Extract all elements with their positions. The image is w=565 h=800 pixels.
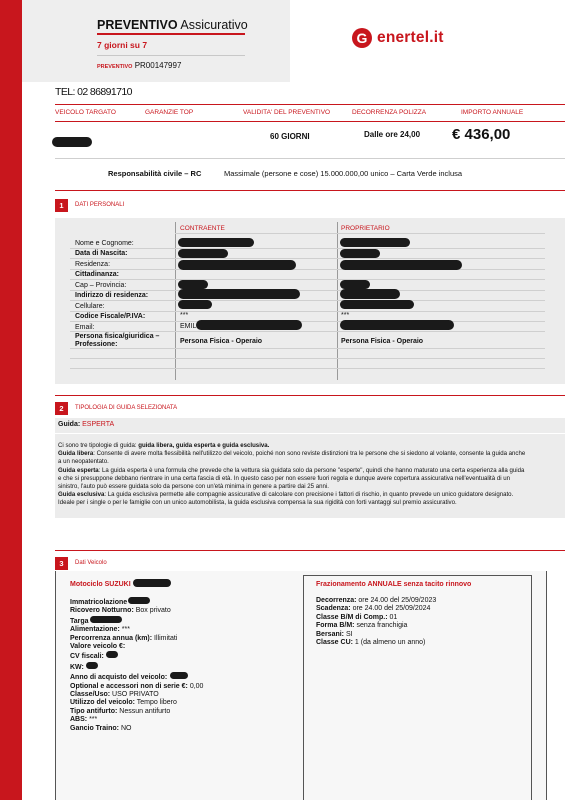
section-3-rule	[55, 550, 565, 551]
row-rule	[70, 331, 545, 332]
validity-value: 60 GIORNI	[270, 132, 310, 141]
vehicle-utilizzo: Utilizzo del veicolo: Tempo libero	[70, 699, 177, 707]
vehicle-antifurto: Tipo antifurto: Nessun antifurto	[70, 707, 171, 715]
vehicle-cv: CV fiscali:	[70, 651, 203, 661]
row-email: Email:	[75, 324, 95, 331]
guida-libera: Guida libera: Consente di avere molta flessibilità nell'utilizzo del veicolo, poiché non sono reviste distinzioni tra le persone che si siedono al volante, consente la guida anche a un neopatentato.	[58, 450, 526, 466]
vehicle-box-middle	[303, 575, 304, 800]
section-1-title: DATI PERSONALI	[75, 202, 125, 208]
section-2-rule	[55, 395, 565, 396]
vehicle-kw: KW:	[70, 662, 203, 672]
guida-esclusiva: Guida esclusiva: La guida esclusiva permette alle compagnie assicurative di calcolare con precisione i fattori di rischio, in quanto prevede un unico guidatore designato. Ideale per i single o per le famiglie con un unico automobilista, la guida esclusiva compensa la sua rigidità con forti vantaggi sul premio assicurativo.	[58, 491, 514, 507]
fraz-classe-bm: Classe B/M di Comp.: 01	[316, 613, 398, 621]
redacted-model	[133, 579, 171, 587]
vehicle-optional: Optional e accessori non di serie €: 0,00	[70, 682, 204, 690]
redacted-nascita-contraente	[178, 249, 228, 258]
row-rule	[70, 248, 545, 249]
col-contraente: CONTRAENTE	[180, 225, 225, 232]
row-rule	[70, 311, 545, 312]
vehicle-details	[70, 597, 203, 733]
redacted-nascita-proprietario	[340, 249, 380, 258]
row-nome: Nome e Cognome:	[75, 240, 134, 247]
preventivo-number: PREVENTIVO PR00147997	[97, 61, 182, 70]
redacted-cap-contraente	[178, 280, 208, 289]
redacted-email-contraente	[196, 320, 302, 330]
row-indirizzo: Indirizzo di residenza:	[75, 292, 149, 299]
professione-proprietario: Persona Fisica - Operaio	[341, 338, 424, 345]
redacted-value	[170, 672, 188, 679]
vehicle-abs: ABS: ***	[70, 716, 98, 724]
row-codice-fiscale: Codice Fiscale/P.IVA:	[75, 313, 146, 320]
guida-description	[58, 442, 528, 508]
cf-proprietario: ***	[341, 312, 350, 319]
col-header-rule	[175, 233, 545, 234]
guida-divider	[55, 433, 565, 434]
row-rule	[70, 269, 545, 270]
col-validita: VALIDITA' DEL PREVENTIVO	[243, 109, 331, 116]
redacted-residenza-contraente	[178, 260, 296, 270]
email-contraente-prefix: EMIL	[180, 323, 197, 330]
section-1-number: 1	[55, 199, 68, 212]
vehicle-anno: Anno di acquisto del veicolo:	[70, 672, 203, 682]
title-underline	[97, 33, 245, 35]
header-divider	[97, 55, 245, 56]
vehicle-box-left	[55, 571, 56, 800]
rc-label: Responsabilità civile – RC	[108, 169, 202, 178]
frazionamento-details	[316, 597, 436, 647]
col-divider-1	[175, 222, 176, 380]
fraz-box-right	[531, 575, 532, 800]
row-rule	[70, 348, 545, 349]
col-garanzie-top: GARANZIE TOP	[145, 109, 194, 116]
row-professione: Professione:	[75, 341, 118, 348]
row-nascita: Data di Nascita:	[75, 250, 128, 257]
vehicle-classe: Classe/Uso: USO PRIVATO	[70, 691, 159, 699]
professione-contraente: Persona Fisica - Operaio	[180, 338, 263, 345]
redacted-cellulare-proprietario	[340, 300, 414, 309]
rc-text: Massimale (persone e cose) 15.000.000,00 unico – Carta Verde inclusa	[224, 169, 463, 178]
annual-price: € 436,00	[452, 126, 511, 143]
vehicle-gancio: Gancio Traino: NO	[70, 724, 132, 732]
fraz-box-top	[303, 575, 532, 576]
summary-header-rule	[55, 121, 565, 122]
vehicle-valore: Valore veicolo €:	[70, 643, 126, 651]
redacted-value	[90, 616, 122, 623]
col-divider-2	[337, 222, 338, 380]
redacted-value	[106, 651, 118, 658]
row-persona: Persona fisica/giuridica –	[75, 333, 160, 340]
section-3-title: Dati Veicolo	[75, 560, 107, 566]
redacted-email-proprietario	[340, 320, 454, 330]
row-cap: Cap – Provincia:	[75, 282, 127, 289]
redacted-cap-proprietario	[340, 280, 370, 289]
fraz-classe-cu: Classe CU: 1 (da almeno un anno)	[316, 639, 426, 647]
redacted-residenza-proprietario	[340, 260, 462, 270]
redacted-value	[86, 662, 98, 669]
row-rule	[70, 258, 545, 259]
summary-top-rule	[55, 104, 565, 105]
frazionamento-title: Frazionamento ANNUALE senza tacito rinnovo	[316, 581, 472, 588]
redacted-plate	[52, 137, 92, 147]
vehicle-targa: Targa	[70, 616, 203, 626]
section-2-number: 2	[55, 402, 68, 415]
availability-text: 7 giorni su 7	[97, 40, 148, 50]
row-rule	[70, 290, 545, 291]
section-3-number: 3	[55, 557, 68, 570]
vehicle-box-right	[546, 571, 547, 800]
row-cellulare: Cellulare:	[75, 303, 105, 310]
guida-esperta: Guida esperta: La guida esperta è una formula che prevede che la vettura sia guidata solo da persone "esperte", quindi che hanno maturato una certa esperienza alla guida e che si presuppone debbano rientrare in una certa fascia di età. In questo caso per non essere fuori regola e dunque avere copertura assicurativa nell'eventualità di un sinistro, l'auto può essere guidata solo da persone con un'età minima in genere a partire dai 25 anni.	[58, 466, 525, 491]
summary-bottom-rule	[55, 158, 565, 159]
vehicle-ricovero: Ricovero Notturno: Box privato	[70, 607, 171, 615]
redacted-nome-proprietario	[340, 238, 410, 247]
col-veicolo-targato: VEICOLO TARGATO	[55, 109, 116, 116]
row-rule	[70, 300, 545, 301]
cf-contraente: ***	[180, 312, 189, 319]
col-decorrenza: DECORRENZA POLIZZA	[352, 109, 427, 116]
fraz-forma-bm: Forma B/M: senza franchigia	[316, 622, 408, 630]
section-1-rule	[55, 190, 565, 191]
logo-text: enertel.it	[377, 29, 444, 46]
row-residenza: Residenza:	[75, 261, 111, 268]
fraz-scadenza: Scadenza: ore 24.00 del 25/09/2024	[316, 605, 431, 613]
row-rule	[70, 368, 545, 369]
guida-intro: Ci sono tre tipologie di guida: guida libera, guida esperta e guida esclusiva.	[58, 442, 270, 449]
vehicle-alimentazione: Alimentazione: ***	[70, 626, 130, 634]
redacted-indirizzo-proprietario	[340, 289, 400, 299]
vehicle-immatricolazione: Immatricolazione	[70, 597, 203, 607]
redacted-value	[128, 597, 150, 604]
redacted-indirizzo-contraente	[178, 289, 300, 299]
col-importo: IMPORTO ANNUALE	[461, 109, 524, 116]
document-title: PREVENTIVO Assicurativo	[97, 18, 248, 32]
guida-selected: Guida: ESPERTA	[58, 421, 115, 428]
fraz-bersani: Bersani: SI	[316, 630, 353, 638]
phone-number: TEL: 02 86891710	[55, 86, 132, 98]
col-proprietario: PROPRIETARIO	[341, 225, 390, 232]
row-rule	[70, 358, 545, 359]
vehicle-title: Motociclo SUZUKI	[70, 579, 171, 588]
logo-g-icon: G	[352, 28, 372, 48]
fraz-decorrenza: Decorrenza: ore 24.00 del 25/09/2023	[316, 597, 437, 604]
section-2-title: TIPOLOGIA DI GUIDA SELEZIONATA	[75, 405, 178, 411]
redacted-nome-contraente	[178, 238, 254, 247]
redacted-cellulare-contraente	[178, 300, 212, 309]
left-accent-bar	[0, 0, 22, 800]
row-cittadinanza: Cittadinanza:	[75, 271, 119, 278]
decorrenza-value: Dalle ore 24,00	[364, 130, 421, 139]
vehicle-percorrenza: Percorrenza annua (km): Illimitati	[70, 634, 178, 642]
row-rule	[70, 279, 545, 280]
row-rule	[70, 321, 545, 322]
